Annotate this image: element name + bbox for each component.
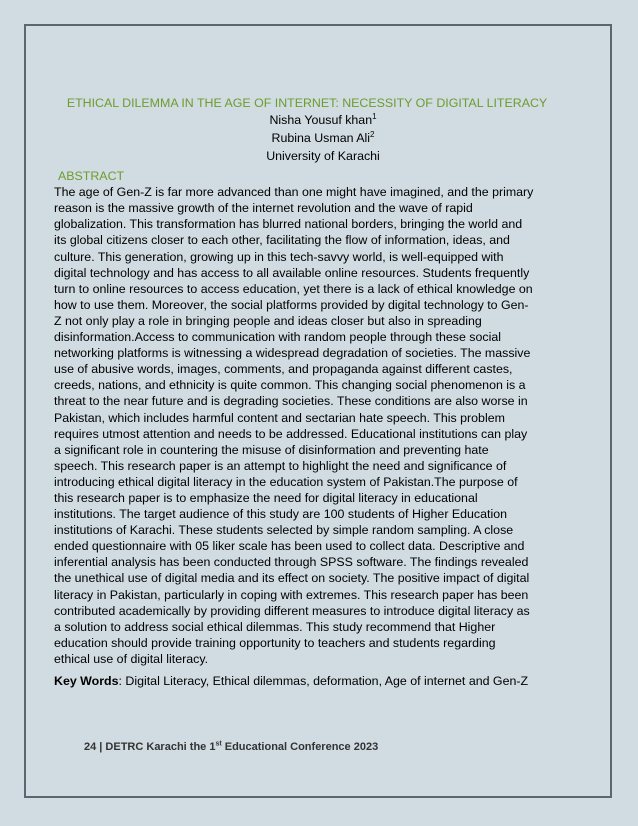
abstract-line: contributed academically by providing different measures to introduce digital literacy as <box>54 603 530 618</box>
abstract-line: creeds, nations, and ethnicity is quite common. This changing social phenomenon is a <box>54 378 526 393</box>
abstract-line: institutions of Karachi. These students selected by simple random sampling. A close <box>54 523 514 538</box>
keywords-label: Key Words <box>54 674 119 688</box>
affiliation: University of Karachi <box>266 149 380 164</box>
abstract-line: inferential analysis has been conducted through SPSS software. The findings revealed <box>54 555 529 570</box>
abstract-line: speech. This research paper is an attempt to highlight the need and significance of <box>54 458 507 473</box>
abstract-line: disinformation.Access to communication with random people through these social <box>54 330 501 345</box>
author-name: Rubina Usman Ali <box>271 131 371 146</box>
abstract-line: literacy in Pakistan, particularly in coping with extremes. This research paper has been <box>54 587 529 602</box>
author-2 <box>82 129 564 147</box>
keywords <box>54 673 564 689</box>
footer-suffix: Educational Conference 2023 <box>221 741 379 753</box>
page-footer <box>84 741 378 753</box>
abstract-line: requires utmost attention and needs to be addressed. Educational institutions can play <box>54 426 528 441</box>
abstract-line: ethical use of digital literacy. <box>54 651 209 666</box>
abstract-line: The age of Gen-Z is far more advanced than one might have imagined, and the primary <box>54 185 534 200</box>
abstract-line: reason is the massive growth of the internet revolution and the wave of rapid <box>54 201 473 216</box>
abstract-line: ended questionnaire with 05 liker scale has been used to collect data. Descriptive and <box>54 539 525 554</box>
abstract-line: its global citizens closer to each other, facilitating the flow of information, ideas, and <box>54 233 510 248</box>
abstract-line: turn to online resources to access education, yet there is a lack of ethical knowledge on <box>54 281 533 296</box>
abstract-line: the unethical use of digital media and its effect on society. The positive impact of digital <box>54 571 530 586</box>
abstract-line: education should provide training opportunity to teachers and students regarding <box>54 635 496 650</box>
abstract-line: Z not only play a role in bringing people and ideas closer but also in spreading <box>54 313 482 328</box>
footer-prefix: 24 | DETRC Karachi the 1 <box>84 741 216 753</box>
abstract-line: institutions. The target audience of this study are 100 students of Higher Education <box>54 507 507 522</box>
abstract-heading: ABSTRACT <box>58 169 125 184</box>
abstract-line: Pakistan, which includes harmful content and sectarian hate speech. This problem <box>54 410 505 425</box>
abstract-line: a significant role in countering the misuse of disinformation and preventing hate <box>54 442 489 457</box>
abstract-line: threat to the near future and is degrading societies. These conditions are also worse in <box>54 394 528 409</box>
abstract-line: introducing ethical digital literacy in the education system of Pakistan.The purpose of <box>54 474 518 489</box>
abstract-line: networking platforms is witnessing a widespread degradation of societies. The massive <box>54 346 531 361</box>
author-superscript: 1 <box>372 111 377 121</box>
abstract-line: culture. This generation, growing up in this tech-savvy world, is well-equipped with <box>54 249 504 264</box>
author-name: Nisha Yousuf khan <box>269 113 373 128</box>
footer-superscript: st <box>215 740 222 748</box>
author-superscript: 2 <box>370 129 375 139</box>
keywords-text: : Digital Literacy, Ethical dilemmas, deformation, Age of internet and Gen-Z <box>118 674 529 688</box>
abstract-line: use of abusive words, images, comments, and propaganda against different castes, <box>54 362 513 377</box>
abstract-line: digital technology and has access to all available online resources. Students frequently <box>54 265 530 280</box>
paper-title: ETHICAL DILEMMA IN THE AGE OF INTERNET: NECESSITY OF DIGITAL LITERACY <box>66 96 548 110</box>
abstract-body <box>54 184 564 667</box>
abstract-line: how to use them. Moreover, the social platforms provided by digital technology to Gen- <box>54 297 529 312</box>
abstract-line: this research paper is to emphasize the need for digital literacy in educational <box>54 490 478 505</box>
author-1 <box>82 111 564 129</box>
abstract-line: globalization. This transformation has blurred national borders, bringing the world and <box>54 217 523 232</box>
abstract-line: a solution to address social ethical dilemmas. This study recommend that Higher <box>54 619 496 634</box>
paper-content <box>54 95 564 689</box>
